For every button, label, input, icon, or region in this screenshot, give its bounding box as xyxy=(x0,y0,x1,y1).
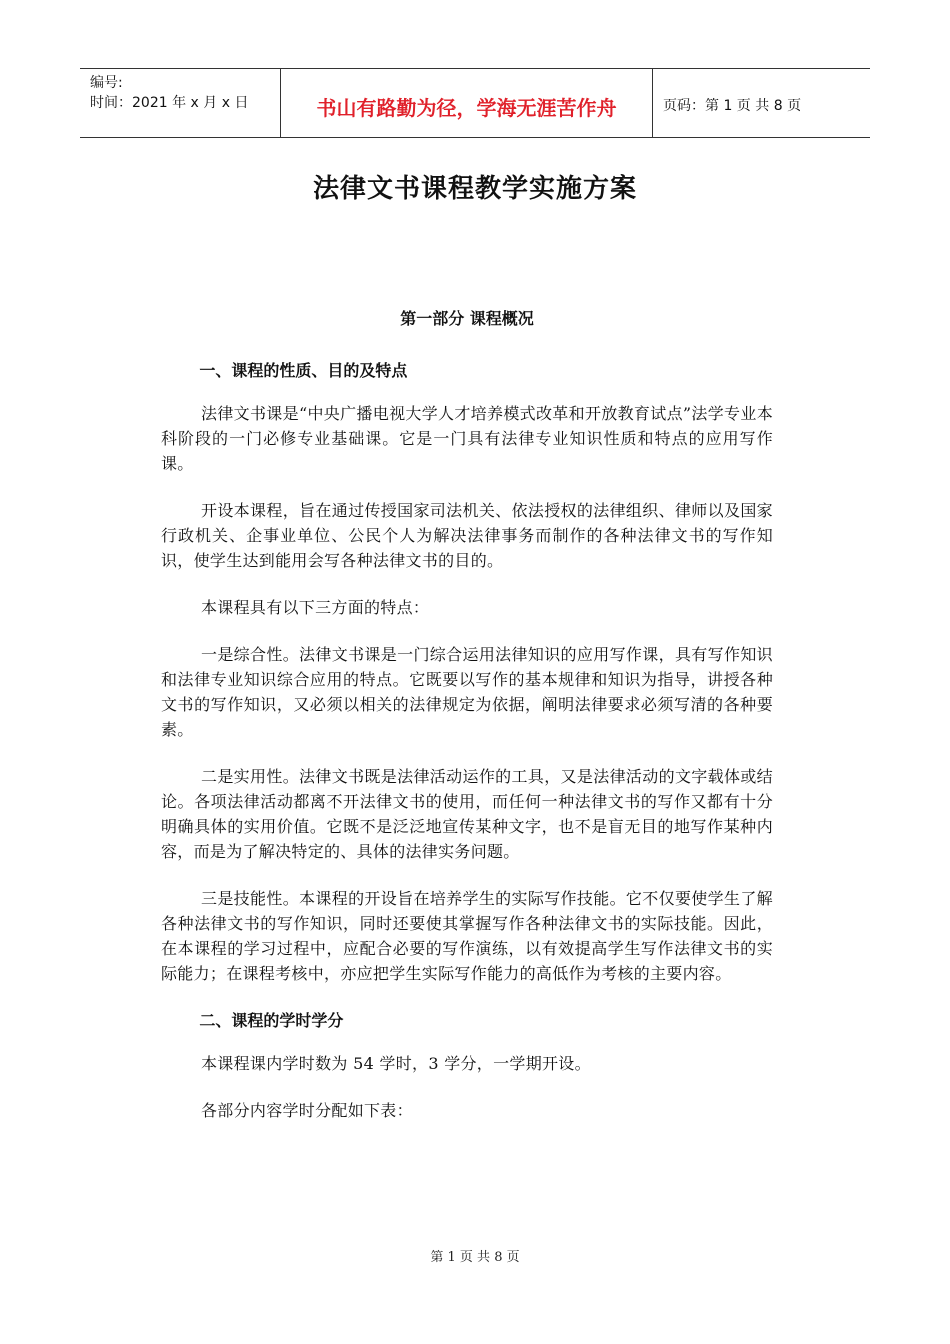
header-table xyxy=(80,68,870,138)
header-page-info: 页码：第 1 页 共 8 页 xyxy=(663,98,802,114)
paragraph: 二是实用性。法律文书既是法律活动运作的工具，又是法律活动的文字载体或结论。各项法律活动都离不开法律文书的使用，而任何一种法律文书的写作又都有十分明确具体的实用价值。它既不是泛泛地宣传某种文字，也不是盲无目的地写作某种内容，而是为了解决特定的、具体的法律实务问题。 xyxy=(161,767,773,861)
paragraph: 一是综合性。法律文书课是一门综合运用法律知识的应用写作课，具有写作知识和法律专业知识综合应用的特点。它既要以写作的基本规律和知识为指导，讲授各种文书的写作知识，又必须以相关的法律规定为依据，阐明法律要求必须写清的各种要素。 xyxy=(161,645,773,739)
paragraph: 本课程具有以下三方面的特点： xyxy=(201,598,430,617)
paragraph: 各部分内容学时分配如下表： xyxy=(201,1101,413,1120)
paragraph: 法律文书课是“中央广播电视大学人才培养模式改革和开放教育试点”法学专业本科阶段的一门必修专业基础课。它是一门具有法律专业知识性质和特点的应用写作课。 xyxy=(161,404,773,473)
paragraph: 开设本课程，旨在通过传授国家司法机关、依法授权的法律组织、律师以及国家行政机关、企事业单位、公民个人为解决法律事务而制作的各种法律文书的写作知识，使学生达到能用会写各种法律文书的目的。 xyxy=(161,501,773,570)
section2-heading: 二、课程的学时学分 xyxy=(199,1011,344,1030)
number-label: 编号: xyxy=(90,75,123,91)
header-motto: 书山有路勤为径，学海无涯苦作舟 xyxy=(281,69,653,137)
time-label: 时间：2021 年 x 月 x 日 xyxy=(90,95,249,111)
paragraph: 三是技能性。本课程的开设旨在培养学生的实际写作技能。它不仅要使学生了解各种法律文书的写作知识，同时还要使其掌握写作各种法律文书的实际技能。因此，在本课程的学习过程中，应配合必要的写作演练，以有效提高学生写作法律文书的实际能力；在课程考核中，亦应把学生实际写作能力的高低作为考核的主要内容。 xyxy=(161,889,773,983)
part1-heading: 第一部分 课程概况 xyxy=(400,309,534,328)
paragraph: 本课程课内学时数为 54 学时，3 学分，一学期开设。 xyxy=(201,1054,591,1073)
header-left-cell xyxy=(80,69,281,137)
document-body xyxy=(161,306,773,1145)
section1-heading: 一、课程的性质、目的及特点 xyxy=(199,361,408,380)
page-footer: 第 1 页 共 8 页 xyxy=(430,1250,520,1265)
document-title: 法律文书课程教学实施方案 xyxy=(312,174,637,204)
